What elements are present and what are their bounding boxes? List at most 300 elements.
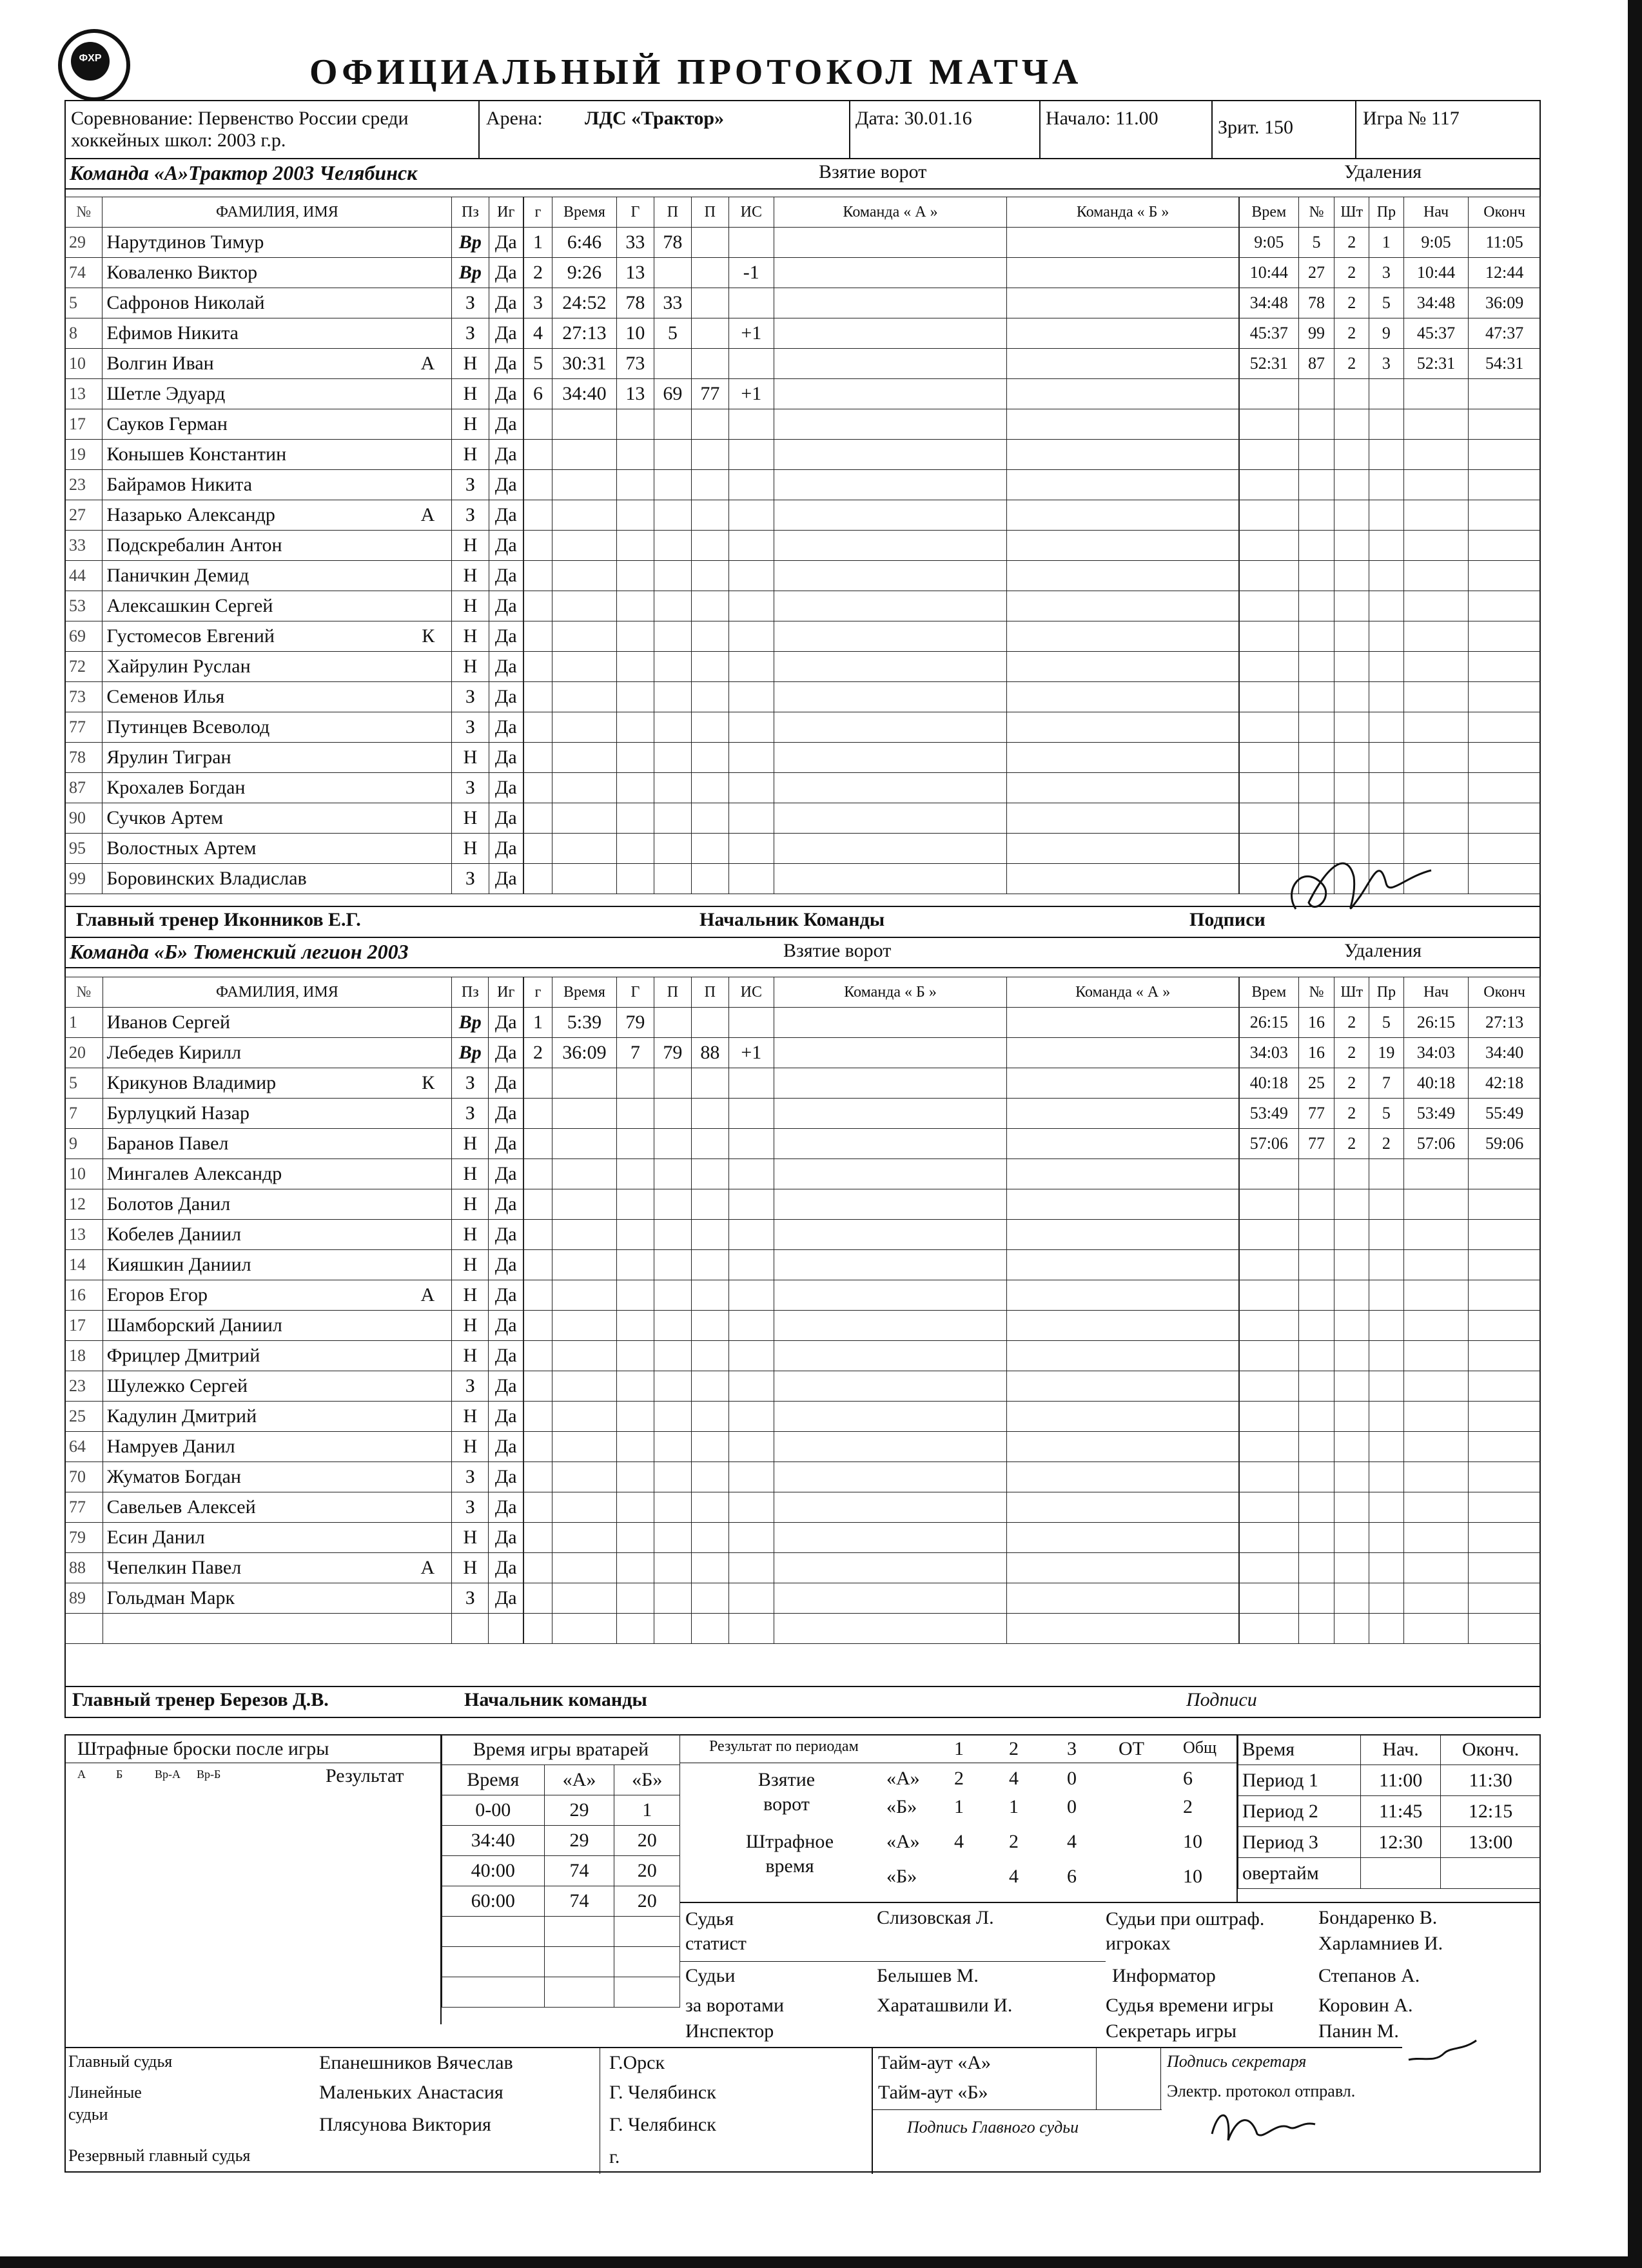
penalty-player (1298, 1220, 1334, 1250)
penalty-judge-1: Бондаренко В. (1318, 1907, 1438, 1928)
penalty-end: 12:44 (1469, 258, 1541, 288)
player-row (65, 1432, 523, 1462)
player-position: Н (452, 591, 489, 621)
period-col-3: 3 (1067, 1738, 1077, 1759)
player-played: Да (489, 1280, 523, 1311)
goal-assist-2 (691, 1068, 728, 1099)
goal-no (524, 621, 552, 652)
goal-assist-2 (691, 682, 728, 712)
goal-assist-2 (691, 1008, 728, 1038)
player-position: Н (452, 1432, 489, 1462)
goal-situation (728, 1402, 774, 1432)
penalty-end: 47:37 (1469, 318, 1541, 349)
penalty-time: 34:03 (1240, 1038, 1299, 1068)
penalty-row (1240, 1523, 1541, 1553)
goal-assist-1 (654, 440, 691, 470)
player-position: З (452, 1068, 489, 1099)
penalty-judge-2: Харламниев И. (1318, 1933, 1443, 1954)
team-a-penalties-title: Удаления (1344, 161, 1422, 182)
goal-team-b-cell (1007, 682, 1239, 712)
penalty-end (1469, 379, 1541, 409)
penalty-start (1403, 1432, 1469, 1462)
goal-time (552, 440, 616, 470)
penalty-code (1369, 1462, 1404, 1492)
player-played: Да (489, 318, 523, 349)
penalty-player (1298, 621, 1334, 652)
player-position: Н (452, 1311, 489, 1341)
goal-team-b-cell (1007, 1492, 1239, 1523)
goal-col-team-b: Команда « Б » (774, 977, 1007, 1008)
goal-assist-2 (691, 1523, 728, 1553)
penalty-player: 27 (1298, 258, 1334, 288)
goal-time: 30:31 (552, 349, 616, 379)
goal-no: 3 (524, 288, 552, 318)
goal-assist-2 (691, 652, 728, 682)
player-number: 16 (65, 1280, 103, 1311)
goal-row (524, 1220, 1239, 1250)
penalty-code (1369, 621, 1404, 652)
player-fullname: Сауков Герман (106, 413, 228, 435)
penalty-time: 53:49 (1240, 1099, 1299, 1129)
goalie-empty-cell (544, 1917, 614, 1947)
goalie-b: 20 (614, 1886, 680, 1917)
penalty-start (1403, 652, 1469, 682)
penalty-minutes (1334, 1583, 1369, 1614)
penalty-row (1240, 318, 1541, 349)
penalty-time (1240, 652, 1299, 682)
player-played: Да (489, 773, 523, 803)
statist-label: Судья статист (685, 1908, 747, 1954)
goal-no (524, 743, 552, 773)
penalty-minutes (1334, 470, 1369, 500)
goal-assist-1: 78 (654, 228, 691, 258)
pen-col-end: Оконч (1469, 977, 1541, 1008)
goal-assist-2 (691, 773, 728, 803)
pen-col-no: № (1298, 197, 1334, 228)
penalty-time (1240, 743, 1299, 773)
player-fullname: Кияшкин Даниил (106, 1254, 251, 1275)
team-a-roster (64, 197, 523, 894)
goal-team-b-cell (1007, 349, 1239, 379)
goals-a-value: 6 (1183, 1768, 1193, 1789)
goal-team-a-cell (774, 1159, 1007, 1189)
player-position: Н (452, 1553, 489, 1583)
penalty-player (1298, 1371, 1334, 1402)
goal-row (524, 1523, 1239, 1553)
goal-situation (728, 1099, 774, 1129)
player-row (65, 561, 523, 591)
player-played: Да (489, 1583, 523, 1614)
penalty-end: 27:13 (1469, 1008, 1541, 1038)
penalty-code: 5 (1369, 1008, 1404, 1038)
shootout-col-gk-a: Вр-А (155, 1768, 181, 1781)
goal-team-a-cell (774, 591, 1007, 621)
player-name (103, 591, 452, 621)
goal-team-a-cell (774, 561, 1007, 591)
penalty-code (1369, 1523, 1404, 1553)
penalty-code (1369, 1159, 1404, 1189)
player-fullname: Сафронов Николай (106, 292, 265, 313)
goal-no: 1 (524, 1008, 552, 1038)
player-row (65, 1189, 523, 1220)
player-fullname: Волостных Артем (106, 837, 257, 859)
goal-time (552, 1553, 616, 1583)
penalty-time: 52:31 (1240, 349, 1299, 379)
goal-team-a-cell (774, 1492, 1007, 1523)
goal-scorer (616, 743, 654, 773)
goal-assist-2 (691, 1553, 728, 1583)
goal-time (552, 531, 616, 561)
player-name (103, 1068, 452, 1099)
goal-assist-1 (654, 682, 691, 712)
goal-no (524, 409, 552, 440)
penalty-code: 3 (1369, 349, 1404, 379)
goal-situation (728, 409, 774, 440)
goal-assist-1 (654, 621, 691, 652)
goalie-col-time: Время (442, 1765, 545, 1795)
penalty-minutes (1334, 591, 1369, 621)
penalty-code (1369, 1432, 1404, 1462)
penalty-player (1298, 682, 1334, 712)
goal-situation (728, 834, 774, 864)
player-fullname: Есин Данил (106, 1527, 205, 1548)
goal-assist-1 (654, 864, 691, 894)
scan-edge-bottom (0, 2256, 1642, 2268)
player-row (65, 1523, 523, 1553)
team-b-coach: Главный тренер Березов Д.В. (72, 1689, 329, 1710)
goal-time (552, 652, 616, 682)
goal-row (524, 409, 1239, 440)
goal-no: 4 (524, 318, 552, 349)
goal-assist-1 (654, 1583, 691, 1614)
goal-row (524, 652, 1239, 682)
goal-no (524, 803, 552, 834)
player-position: Н (452, 834, 489, 864)
pen-col-code: Пр (1369, 197, 1404, 228)
penalty-minutes (1334, 1250, 1369, 1280)
penalty-end (1469, 1311, 1541, 1341)
goal-scorer (616, 834, 654, 864)
penalty-start (1403, 1371, 1469, 1402)
player-name (103, 1523, 452, 1553)
player-position: З (452, 1371, 489, 1402)
goal-team-b-cell (1007, 1129, 1239, 1159)
player-number: 17 (65, 1311, 103, 1341)
goal-row (524, 712, 1239, 743)
player-number: 25 (65, 1402, 103, 1432)
player-fullname: Баранов Павел (106, 1133, 229, 1154)
player-played: Да (489, 1068, 523, 1099)
penalty-end (1469, 500, 1541, 531)
player-played: Да (489, 1129, 523, 1159)
penalty-code (1369, 1189, 1404, 1220)
period-results-title: Результат по периодам (709, 1738, 859, 1755)
goal-no: 6 (524, 379, 552, 409)
shootout-title: Штрафные броски после игры (77, 1738, 329, 1759)
goal-assist-1 (654, 1250, 691, 1280)
goal-team-b-cell (1007, 743, 1239, 773)
goal-assist-2 (691, 1462, 728, 1492)
goal-time (552, 1099, 616, 1129)
player-name (103, 1129, 452, 1159)
goal-situation (728, 591, 774, 621)
goal-situation (728, 1250, 774, 1280)
penalty-row (1240, 682, 1541, 712)
goal-no (524, 1280, 552, 1311)
penalty-time (1240, 1341, 1299, 1371)
goal-row (524, 440, 1239, 470)
secretary-signature (1405, 2037, 1483, 2069)
goal-assist-1: 69 (654, 379, 691, 409)
penalty-start (1403, 1280, 1469, 1311)
goal-team-a-cell (774, 1311, 1007, 1341)
penalty-start (1403, 500, 1469, 531)
penalty-start (1403, 1250, 1469, 1280)
goal-assist-1 (654, 349, 691, 379)
goal-assist-2 (691, 440, 728, 470)
player-row (65, 1220, 523, 1250)
penalty-time (1240, 470, 1299, 500)
goal-situation (728, 349, 774, 379)
player-number: 27 (65, 500, 103, 531)
goal-situation (728, 1523, 774, 1553)
player-role: А (420, 1557, 435, 1578)
penalty-time: 26:15 (1240, 1008, 1299, 1038)
penalty-code (1369, 379, 1404, 409)
period-time-row (1238, 1796, 1541, 1827)
goal-no (524, 1371, 552, 1402)
penalty-time (1240, 1492, 1299, 1523)
player-fullname: Ефимов Никита (106, 322, 239, 344)
goalie-change-time: 0-00 (442, 1795, 545, 1826)
goal-team-a-cell (774, 440, 1007, 470)
goal-row (524, 1038, 1239, 1068)
goal-scorer (616, 1462, 654, 1492)
goal-no (524, 1250, 552, 1280)
goal-assist-1 (654, 1553, 691, 1583)
penalty-end (1469, 1220, 1541, 1250)
penalty-row (1240, 1311, 1541, 1341)
penalty-code (1369, 1250, 1404, 1280)
goal-situation (728, 1129, 774, 1159)
player-number: 1 (65, 1008, 103, 1038)
player-played: Да (489, 1432, 523, 1462)
period-col-total: Общ (1183, 1738, 1217, 1757)
goal-no (524, 1220, 552, 1250)
player-position: Н (452, 379, 489, 409)
goal-team-a-cell (774, 288, 1007, 318)
pim-label: Штрафное время (745, 1831, 834, 1877)
goal-row (524, 1583, 1239, 1614)
goalie-time-row (442, 1886, 680, 1917)
player-played: Да (489, 440, 523, 470)
penalty-row (1240, 712, 1541, 743)
penalty-start (1403, 682, 1469, 712)
player-position: З (452, 318, 489, 349)
goal-scorer (616, 1280, 654, 1311)
penalty-end (1469, 652, 1541, 682)
penalty-row (1240, 743, 1541, 773)
period-end: 13:00 (1441, 1827, 1541, 1858)
player-row (65, 652, 523, 682)
penalty-start (1403, 440, 1469, 470)
team-a-penalties-table (1239, 197, 1541, 894)
goal-time (552, 1462, 616, 1492)
player-fullname: Шулежко Сергей (106, 1375, 248, 1396)
penalty-end (1469, 1341, 1541, 1371)
penalty-player (1298, 1250, 1334, 1280)
goal-no: 2 (524, 258, 552, 288)
goal-no (524, 682, 552, 712)
penalty-code (1369, 773, 1404, 803)
player-row (65, 288, 523, 318)
goal-situation (728, 1553, 774, 1583)
goal-scorer (616, 803, 654, 834)
goal-team-a-cell (774, 682, 1007, 712)
player-fullname: Лебедев Кирилл (106, 1042, 242, 1063)
goal-team-a-cell (774, 1432, 1007, 1462)
goals-b-value: 0 (1067, 1796, 1077, 1817)
goal-team-b-cell (1007, 1189, 1239, 1220)
player-number: 79 (65, 1523, 103, 1553)
goal-team-b-cell (1007, 1099, 1239, 1129)
player-played: Да (489, 409, 523, 440)
penalty-end (1469, 621, 1541, 652)
goal-time (552, 1614, 616, 1644)
goal-assist-1 (654, 1159, 691, 1189)
player-position: З (452, 864, 489, 894)
goal-team-a-cell (774, 379, 1007, 409)
goal-scorer (616, 1553, 654, 1583)
penalty-end (1469, 1280, 1541, 1311)
goal-judges-label-2: за воротами (685, 1995, 785, 2016)
player-played: Да (489, 1099, 523, 1129)
penalty-code (1369, 743, 1404, 773)
goal-team-b-cell (1007, 1553, 1239, 1583)
goal-assist-2 (691, 1614, 728, 1644)
goal-team-a-cell (774, 743, 1007, 773)
goal-row (524, 1341, 1239, 1371)
goal-time (552, 1523, 616, 1553)
goalie-change-time: 40:00 (442, 1856, 545, 1886)
player-row (65, 1614, 523, 1644)
penalty-minutes: 2 (1334, 1008, 1369, 1038)
player-played: Да (489, 500, 523, 531)
player-row (65, 591, 523, 621)
goal-row (524, 1099, 1239, 1129)
player-row (65, 1068, 523, 1099)
shootout-result-label: Результат (326, 1765, 404, 1786)
player-number: 88 (65, 1553, 103, 1583)
penalty-code (1369, 1341, 1404, 1371)
goals-label: Взятие ворот (757, 1769, 816, 1815)
goal-team-b-cell (1007, 500, 1239, 531)
goal-scorer: 13 (616, 258, 654, 288)
player-number: 5 (65, 1068, 103, 1099)
goal-no (524, 1432, 552, 1462)
goal-time (552, 470, 616, 500)
penalty-end: 34:40 (1469, 1038, 1541, 1068)
penalty-time (1240, 440, 1299, 470)
penalty-player (1298, 470, 1334, 500)
penalty-start: 45:37 (1403, 318, 1469, 349)
penalty-code (1369, 1280, 1404, 1311)
penalty-code (1369, 440, 1404, 470)
goals-b-team: «Б» (886, 1796, 917, 1817)
goal-time (552, 1068, 616, 1099)
goal-scorer (616, 621, 654, 652)
penalty-row (1240, 288, 1541, 318)
penalty-time: 40:18 (1240, 1068, 1299, 1099)
player-number: 10 (65, 349, 103, 379)
goal-row (524, 743, 1239, 773)
penalty-minutes: 2 (1334, 228, 1369, 258)
goal-team-b-cell (1007, 1008, 1239, 1038)
penalty-player (1298, 1553, 1334, 1583)
goal-assist-1 (654, 470, 691, 500)
penalty-end (1469, 773, 1541, 803)
goal-team-a-cell (774, 652, 1007, 682)
penalty-row (1240, 1068, 1541, 1099)
goalie-b: 20 (614, 1826, 680, 1856)
period-col-1: 1 (954, 1738, 964, 1759)
goal-scorer: 73 (616, 349, 654, 379)
penalty-row (1240, 1280, 1541, 1311)
goal-row (524, 834, 1239, 864)
penalty-end (1469, 1523, 1541, 1553)
logo-mark: ФХР (79, 53, 102, 64)
goal-assist-2 (691, 1432, 728, 1462)
player-number: 95 (65, 834, 103, 864)
player-played: Да (489, 1250, 523, 1280)
period-col-ot: ОТ (1119, 1738, 1144, 1759)
timekeeper-label: Судья времени игры (1106, 1995, 1274, 2016)
goal-assist-2 (691, 621, 728, 652)
penalty-minutes (1334, 1280, 1369, 1311)
goal-team-b-cell (1007, 1371, 1239, 1402)
goal-situation (728, 864, 774, 894)
penalty-code (1369, 1553, 1404, 1583)
penalty-row (1240, 1402, 1541, 1432)
team-b-manager: Начальник команды (464, 1689, 647, 1710)
penalty-start: 34:48 (1403, 288, 1469, 318)
col-ig: Иг (489, 977, 523, 1008)
goal-time (552, 682, 616, 712)
pim-b-value: 4 (1009, 1866, 1019, 1887)
player-name (103, 288, 452, 318)
goal-team-b-cell (1007, 1311, 1239, 1341)
period-name: Период 3 (1238, 1827, 1361, 1858)
penalty-minutes: 2 (1334, 1129, 1369, 1159)
player-fullname: Жуматов Богдан (106, 1466, 241, 1487)
col-ig: Иг (489, 197, 523, 228)
goal-time: 6:46 (552, 228, 616, 258)
informer: Степанов А. (1318, 1965, 1420, 1986)
goal-assist-1 (654, 1099, 691, 1129)
goal-no (524, 1614, 552, 1644)
player-fullname: Егоров Егор (106, 1284, 208, 1305)
goal-scorer (616, 1402, 654, 1432)
penalty-minutes (1334, 379, 1369, 409)
penalty-end: 54:31 (1469, 349, 1541, 379)
goalie-empty-cell (544, 1947, 614, 1977)
player-fullname: Кадулин Дмитрий (106, 1405, 257, 1427)
goal-team-a-cell (774, 1583, 1007, 1614)
penalty-player (1298, 743, 1334, 773)
goal-time: 34:40 (552, 379, 616, 409)
goal-col-scorer: Г (616, 197, 654, 228)
goal-time (552, 1402, 616, 1432)
